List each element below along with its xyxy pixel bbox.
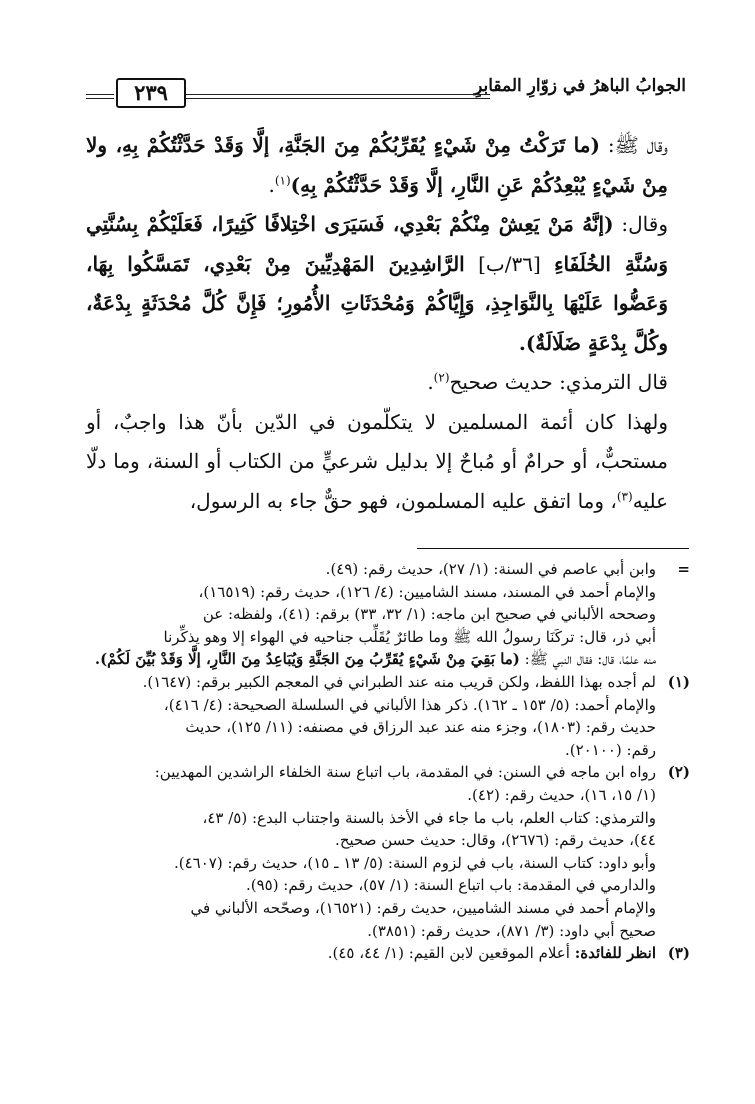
paragraph	[86, 363, 690, 403]
footnote-line: رواه ابن ماجه في السنن: في المقدمة، باب اتباع سنة الخلفاء الراشدين المهديين:	[154, 763, 656, 782]
footnote-marker: (٣)	[667, 944, 690, 963]
footnote-line: والترمذي: كتاب العلم، باب ما جاء في الأخذ بالسنة واجتناب البدع: (٥/ ٤٣،	[202, 808, 656, 827]
text: وقال:	[613, 212, 668, 236]
header-rule	[186, 94, 490, 95]
footnote-line: صحيح أبي داود: (٣/ ٨٧١)، حديث رقم: (٣٨٥١).	[367, 921, 656, 940]
main-text	[86, 126, 690, 521]
footnote-continued	[86, 558, 690, 671]
footnote-2	[86, 761, 690, 942]
footnote-line: والإمام أحمد في المسند، مسند الشاميين: (٤/ ١٢٦)، حديث رقم: (١٦٥١٩)،	[198, 582, 656, 601]
footnote-line: أبي ذر، قال: تركَنَا رسولُ الله ﷺ وما طائرٌ يُقَلِّب جناحيه في الهواء إلا وهو يذكِّرنا	[163, 627, 656, 646]
header-rule	[186, 98, 490, 99]
footnote-line: ٤٤)، حديث رقم: (٢٦٧٦)، وقال: حديث حسن صحيح.	[335, 831, 656, 850]
footnote-ref: (١)	[274, 172, 291, 187]
footnote-line	[86, 648, 656, 671]
footnote-line: وصححه الألباني في صحيح ابن ماجه: (١/ ٣٢، ٣٣) برقم: (٤١)، ولفظه: عن	[202, 605, 656, 624]
footnote-3	[86, 942, 690, 965]
footnote-marker: (١)	[667, 672, 690, 691]
footnote-label: انظر للفائدة:	[574, 944, 656, 963]
paragraph	[86, 205, 690, 363]
running-header	[86, 72, 686, 112]
hadith-quote: الرَّاشِدِينَ المَهْدِيِّينَ مِنْ بَعْدِي، تَمَسَّكُوا بِهَا، وَعَضُّوا عَلَيْهَا بِالنَّوَاجِذِ، وَإِيَّاكُمْ وَمُحْدَثَاتِ الأُمُورِ؛ فَإِنَّ كُلَّ مُحْدَثَةٍ بِدْعَةٌ، وكُلَّ بِدْعَةٍ ضَلَالَةٌ).	[86, 251, 668, 355]
footnote-line: وابن أبي عاصم في السنة: (١/ ٢٧)، حديث رقم: (٤٩).	[325, 560, 656, 578]
hadith-quote: (ما بَقِيَ مِنْ شَيْءٍ يُقَرِّبُ مِنَ الجَنَّةِ وَيُبَاعِدُ مِنَ النَّارِ، إلَّا وَقَدْ بُيِّنَ لَكُمْ).	[94, 650, 520, 669]
hadith-quote: (ما تَرَكْتُ مِنْ شَيْءٍ يُقَرِّبُكُمْ مِنَ الجَنَّةِ، إلَّا وَقَدْ حَدَّثْتُكُمْ بِهِ، ولا مِنْ شَيْءٍ يُبْعِدُكُمْ عَنِ النَّارِ، إلَّا وَقَدْ حَدَّثْتُكُمْ بِهِ)	[86, 133, 668, 197]
paragraph	[86, 126, 690, 205]
footnote-line: (١/ ١٥، ١٦)، حديث رقم: (٤٢).	[467, 785, 656, 804]
footnote-marker: (٢)	[667, 763, 690, 782]
text: .	[427, 370, 434, 394]
hadith-quote: (إنَّهُ مَنْ يَعِشْ مِنْكُمْ بَعْدِي، فَسَيَرَى اخْتِلافًا كَثِيرًا، فَعَلَيْكُمْ بِسُنَّتِي وَسُنَّةِ الخُلَفَاءِ	[86, 212, 668, 276]
footnote-line: لم أجده بهذا اللفظ، ولكن قريب منه عند الطبراني في المعجم الكبير برقم: (١٦٤٧).	[142, 672, 656, 691]
text: أعلام الموقعين لابن القيم: (١/ ٤٤، ٤٥).	[327, 944, 575, 963]
footnote-line: رقم: (٢٠١٠٠).	[565, 740, 656, 759]
footnote-1	[86, 671, 690, 761]
folio-marker: [٣٦/ب]	[464, 251, 555, 276]
header-rule	[86, 98, 114, 99]
footnote-line: والإمام أحمد في مسند الشاميين، حديث رقم: (١٦٥٢١)، وصحّحه الألباني في	[190, 898, 656, 917]
text: ، وما اتفق عليه المسلمون، فهو حقٌّ جاء به الرسول،	[189, 488, 617, 513]
footnote-line	[86, 942, 656, 965]
header-rule	[86, 94, 114, 95]
text: وقال ﷺ:	[599, 133, 668, 157]
footnote-line: والإمام أحمد: (٥/ ١٥٣ ـ ١٦٢). ذكر هذا الألباني في السلسلة الصحيحة: (٤/ ٤١٦)،	[163, 695, 656, 714]
text: قال الترمذي: حديث صحيح	[449, 370, 668, 394]
footnote-marker: =	[677, 560, 690, 578]
footnote-line: وأبو داود: كتاب السنة، باب في لزوم السنة: (٥/ ١٣ ـ ١٥)، حديث رقم: (٤٦٠٧).	[174, 853, 656, 872]
footnotes	[86, 558, 690, 965]
footnote-ref: (٢)	[433, 370, 450, 385]
running-title: الجوابُ الباهرُ في زوّارِ المقابرِ	[474, 76, 686, 96]
text: منه علمًا، قال: فقال النبي ﷺ:	[519, 650, 656, 669]
footnote-separator	[417, 548, 689, 549]
page-number: ٢٣٩	[116, 78, 186, 108]
footnote-line: حديث رقم: (١٨٠٣)، وجزء منه عند عبد الرزاق في مصنفه: (١١/ ١٢٥)، حديث	[185, 718, 656, 737]
text: .	[268, 172, 275, 197]
footnote-line: والدارمي في المقدمة: باب اتباع السنة: (١/ ٥٧)، حديث رقم: (٩٥).	[245, 876, 656, 895]
footnote-ref: (٣)	[616, 488, 633, 503]
paragraph	[86, 403, 690, 522]
text: ولهذا كان أئمة المسلمين لا يتكلّمون في الدّين بأنّ هذا واجبٌ، أو مستحبٌّ، أو حرامٌ أو مُباحٌ إلا بدليل شرعيٍّ من الكتاب أو السنة، وما دلّا عليه	[86, 409, 668, 513]
